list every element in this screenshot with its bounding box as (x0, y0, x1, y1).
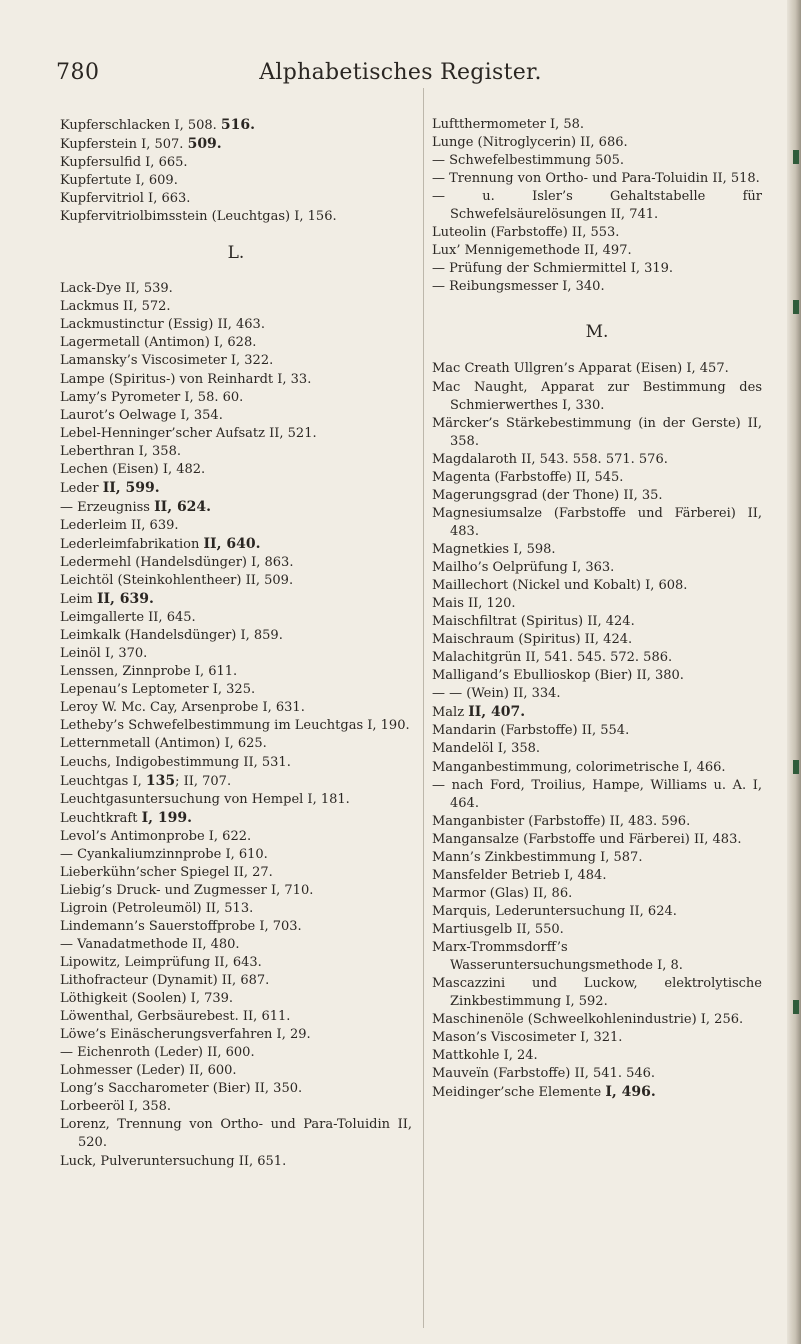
index-entry (432, 740, 762, 758)
index-entry (60, 828, 412, 846)
entry-text: Martiusgelb II, 550. (432, 921, 564, 937)
entry-bold-ref: II, 624. (154, 498, 212, 515)
entry-text: Leuchs, Indigobestimmung II, 531. (60, 754, 291, 770)
index-entry (60, 590, 412, 609)
index-entry (60, 846, 412, 864)
entry-text: Leder (60, 480, 103, 496)
entry-text: Mann’s Zinkbestimmung I, 587. (432, 849, 643, 865)
entry-text: Lack-Dye II, 539. (60, 281, 173, 297)
entry-text: Leberthran I, 358. (60, 443, 181, 459)
entry-text: Lebel-Henninger’scher Aufsatz II, 521. (60, 425, 317, 441)
index-entry (432, 921, 762, 939)
entry-text: Malachitgrün II, 541. 545. 572. 586. (432, 650, 673, 666)
index-entry (60, 190, 412, 208)
index-entry (60, 645, 412, 663)
entry-text: Lackmustinctur (Essig) II, 463. (60, 317, 265, 333)
entry-text: — Reibungsmesser I, 340. (432, 279, 605, 295)
index-entry (60, 371, 412, 389)
index-entry (432, 1083, 762, 1102)
left-top-entries (60, 116, 412, 226)
section-letter-l: L. (227, 243, 245, 264)
index-entry (60, 443, 412, 461)
index-entry (432, 813, 762, 831)
index-entry (60, 699, 412, 717)
entry-text: Magdalaroth II, 543. 558. 571. 576. (432, 451, 668, 467)
index-entry (60, 425, 412, 443)
index-entry (60, 900, 412, 918)
entry-text: Lieberkühn’scher Spiegel II, 27. (60, 864, 273, 880)
entry-bold-ref: 509. (187, 136, 222, 153)
entry-text: — Erzeugniss (60, 499, 155, 515)
index-entry (432, 188, 762, 224)
entry-text: Lohmesser (Leder) II, 600. (60, 1063, 237, 1079)
index-entry (432, 667, 762, 685)
entry-text: Maischfiltrat (Spiritus) II, 424. (432, 614, 635, 630)
entry-text: Magnesiumsalze (Farbstoffe und Färberei) II, 483. (432, 505, 762, 539)
entry-text: Magenta (Farbstoffe) II, 545. (432, 469, 624, 485)
entry-text: Leimkalk (Handelsdünger) I, 859. (60, 628, 283, 644)
entry-text: Lepenau’s Leptometer I, 325. (60, 682, 256, 698)
entry-text: Kupfervitriolbimsstein (Leuchtgas) I, 156. (60, 209, 337, 225)
entry-text: Manganbister (Farbstoffe) II, 483. 596. (432, 813, 691, 829)
entry-text: — Prüfung der Schmiermittel I, 319. (432, 261, 674, 277)
index-entry (60, 864, 412, 882)
entry-text: Kupfertute I, 609. (60, 173, 178, 189)
index-entry (432, 379, 762, 415)
index-entry (432, 903, 762, 921)
index-entry (60, 754, 412, 772)
index-entry (432, 469, 762, 487)
index-entry (432, 1011, 762, 1029)
index-entry (60, 936, 412, 954)
left-entries (60, 280, 412, 1170)
index-entry (432, 170, 762, 188)
index-entry (60, 1062, 412, 1080)
entry-text: Leuchtgasuntersuchung von Hempel I, 181. (60, 791, 350, 807)
section-letter-m: M. (585, 322, 609, 343)
entry-text: Mandelöl I, 358. (432, 741, 541, 757)
index-entry (432, 541, 762, 559)
index-entry (432, 595, 762, 613)
index-entry (60, 1026, 412, 1044)
index-entry (60, 717, 412, 735)
entry-text: Mattkohle I, 24. (432, 1048, 538, 1064)
index-entry (432, 1047, 762, 1065)
edge-mark (793, 1000, 799, 1014)
entry-bold-ref: 516. (220, 117, 256, 133)
entry-text: — — (Wein) II, 334. (432, 686, 561, 702)
entry-text: Lackmus II, 572. (60, 299, 171, 315)
index-entry (60, 298, 412, 316)
index-entry (60, 172, 412, 190)
index-entry (60, 116, 412, 135)
index-entry (60, 517, 412, 535)
entry-bold-ref: II, 599. (102, 479, 160, 496)
running-title: Alphabetisches Register. (259, 60, 542, 85)
entry-text: Meidinger’sche Elemente (432, 1085, 606, 1101)
entry-text: Leinöl I, 370. (60, 646, 148, 662)
entry-text: Leuchtkraft (60, 810, 142, 826)
entry-text: Mauveïn (Farbstoffe) II, 541. 546. (432, 1066, 656, 1082)
index-entry (60, 791, 412, 809)
index-entry (60, 535, 412, 554)
index-entry (432, 831, 762, 849)
entry-text: Mailho’s Oelprüfung I, 363. (432, 559, 615, 575)
entry-text: Lipowitz, Leimprüfung II, 643. (60, 955, 262, 971)
index-entry (60, 352, 412, 370)
index-entry (60, 407, 412, 425)
index-entry (60, 554, 412, 572)
entry-text: — Vanadatmethode II, 480. (60, 936, 240, 952)
index-entry (60, 572, 412, 590)
entry-text: Luftthermometer I, 58. (432, 117, 585, 132)
page-edge (787, 0, 801, 1344)
index-entry (432, 849, 762, 867)
entry-text: Letheby’s Schwefelbestimmung im Leuchtgas I, 190. (60, 718, 410, 734)
entry-bold-ref: 135 (145, 772, 176, 789)
page-header (0, 48, 801, 88)
index-entry (60, 389, 412, 407)
index-entry (432, 415, 762, 451)
entry-text: Lunge (Nitroglycerin) II, 686. (432, 135, 628, 151)
entry-text: Liebig’s Druck- und Zugmesser I, 710. (60, 882, 314, 898)
entry-text: Leichtöl (Steinkohlentheer) II, 509. (60, 573, 294, 589)
entry-text: Ledermehl (Handelsdünger) I, 863. (60, 554, 294, 570)
entry-text: Lamy’s Pyrometer I, 58. 60. (60, 389, 244, 405)
index-entry (432, 116, 762, 134)
index-entry (432, 1065, 762, 1083)
index-entry (60, 990, 412, 1008)
index-entry (60, 918, 412, 936)
index-entry (60, 1008, 412, 1026)
index-entry (60, 1044, 412, 1062)
entry-text: Letternmetall (Antimon) I, 625. (60, 736, 267, 752)
entry-text: Löwenthal, Gerbsäurebest. II, 611. (60, 1009, 291, 1025)
entry-text: Kupfersulfid I, 665. (60, 155, 188, 171)
entry-text: Mac Naught, Apparat zur Bestimmung des Schmierwerthes I, 330. (432, 379, 762, 413)
entry-text: Maschinenöle (Schweelkohlenindustrie) I, 256. (432, 1012, 744, 1028)
entry-text: — Trennung von Ortho- und Para-Toluidin II, 518. (432, 171, 760, 187)
entry-text: — Cyankaliumzinnprobe I, 610. (60, 846, 268, 862)
index-entry (432, 505, 762, 541)
index-entry (60, 735, 412, 753)
page-number: 780 (56, 60, 100, 85)
entry-text: Manganbestimmung, colorimetrische I, 466. (432, 759, 726, 775)
right-entries (432, 360, 762, 1102)
edge-mark (793, 760, 799, 774)
entry-bold-ref: II, 640. (203, 535, 261, 552)
index-entry (60, 809, 412, 828)
entry-text: Mais II, 120. (432, 596, 516, 612)
left-column (60, 116, 412, 1171)
index-entry (432, 278, 762, 296)
index-entry (60, 772, 412, 791)
entry-text: Lederleim II, 639. (60, 517, 179, 533)
entry-text: Mandarin (Farbstoffe) II, 554. (432, 723, 630, 739)
index-entry (432, 224, 762, 242)
index-entry (432, 613, 762, 631)
index-entry (60, 154, 412, 172)
entry-text: Maischraum (Spiritus) II, 424. (432, 632, 633, 648)
index-entry (60, 461, 412, 479)
index-entry (432, 152, 762, 170)
edge-mark (793, 300, 799, 314)
index-entry (432, 685, 762, 703)
entry-text: Mangansalze (Farbstoffe und Färberei) II, 483. (432, 831, 742, 847)
entry-text: Lorbeeröl I, 358. (60, 1099, 172, 1115)
entry-text: Marx-Trommsdorff’s Wasseruntersuchungsmethode I, 8. (432, 939, 683, 974)
entry-text: Laurot’s Oelwage I, 354. (60, 407, 223, 423)
entry-text: Lux’ Mennigemethode II, 497. (432, 243, 632, 259)
entry-text: Mansfelder Betrieb I, 484. (432, 867, 607, 883)
right-column (432, 116, 762, 1102)
entry-text: Lagermetall (Antimon) I, 628. (60, 335, 257, 351)
entry-text: Mascazzini und Luckow, elektrolytische Zinkbestimmung I, 592. (432, 976, 762, 1010)
index-entry (60, 334, 412, 352)
index-entry (60, 1098, 412, 1116)
index-entry (60, 1153, 412, 1171)
right-top-entries (432, 116, 762, 296)
entry-text: Lampe (Spiritus-) von Reinhardt I, 33. (60, 371, 312, 387)
entry-text: Marmor (Glas) II, 86. (432, 885, 573, 901)
index-entry (60, 316, 412, 334)
entry-text: Löthigkeit (Soolen) I, 739. (60, 991, 234, 1007)
index-entry (60, 627, 412, 645)
index-entry (432, 360, 762, 378)
index-entry (432, 242, 762, 260)
index-entry (432, 134, 762, 152)
index-entry (60, 609, 412, 627)
entry-text: Lederleimfabrikation (60, 536, 204, 552)
index-entry (60, 954, 412, 972)
index-entry (60, 208, 412, 226)
entry-text: Kupferstein I, 507. (60, 137, 188, 153)
entry-bold-ref: I, 496. (605, 1084, 656, 1101)
entry-text: Leim (60, 592, 97, 608)
entry-bold-ref: II, 407. (468, 704, 526, 721)
index-entry (60, 135, 412, 154)
entry-text: Lindemann’s Sauerstoffprobe I, 703. (60, 918, 302, 934)
index-entry (60, 280, 412, 298)
entry-text: Maillechort (Nickel und Kobalt) I, 608. (432, 578, 688, 594)
edge-mark (793, 150, 799, 164)
entry-bold-ref: II, 639. (96, 591, 154, 608)
entry-text: Leuchtgas I, (60, 773, 146, 789)
index-entry (432, 939, 762, 975)
entry-text: Lamansky’s Viscosimeter I, 322. (60, 353, 274, 369)
index-entry (432, 1029, 762, 1047)
entry-text: — u. Isler’s Gehaltstabelle für Schwefelsäurelösungen II, 741. (432, 189, 762, 223)
index-entry (432, 975, 762, 1011)
entry-text: Ligroin (Petroleumöl) II, 513. (60, 900, 254, 916)
index-entry (432, 631, 762, 649)
index-entry (60, 498, 412, 517)
entry-text: Lenssen, Zinnprobe I, 611. (60, 664, 238, 680)
entry-text: Leroy W. Mc. Cay, Arsenprobe I, 631. (60, 700, 305, 716)
entry-text: — nach Ford, Troilius, Hampe, Williams u. A. I, 464. (432, 777, 762, 811)
entry-text: Märcker’s Stärkebestimmung (in der Gerste) II, 358. (432, 415, 762, 449)
entry-text-after: ; II, 707. (175, 773, 232, 789)
entry-text: Lorenz, Trennung von Ortho- und Para-Toluidin II, 520. (60, 1117, 412, 1151)
entry-text: Magnetkies I, 598. (432, 541, 556, 557)
entry-text: Lechen (Eisen) I, 482. (60, 461, 206, 477)
index-entry (432, 885, 762, 903)
index-entry (432, 260, 762, 278)
entry-text: Löwe’s Einäscherungsverfahren I, 29. (60, 1027, 311, 1043)
entry-text: — Schwefelbestimmung 505. (432, 153, 625, 169)
entry-text: Kupfervitriol I, 663. (60, 191, 191, 207)
entry-text: Long’s Saccharometer (Bier) II, 350. (60, 1081, 303, 1097)
index-entry (60, 1080, 412, 1098)
entry-text: Malz (432, 705, 469, 721)
entry-text: Marquis, Lederuntersuchung II, 624. (432, 903, 677, 919)
column-divider (423, 88, 424, 1328)
index-entry (432, 487, 762, 505)
index-entry (432, 867, 762, 885)
index-entry (432, 703, 762, 722)
index-entry (432, 451, 762, 469)
entry-text: Luteolin (Farbstoffe) II, 553. (432, 225, 620, 241)
index-entry (432, 777, 762, 813)
index-entry (60, 1116, 412, 1152)
index-entry (60, 882, 412, 900)
entry-text: Mason’s Viscosimeter I, 321. (432, 1030, 623, 1046)
index-entry (60, 972, 412, 990)
entry-text: Malligand’s Ebullioskop (Bier) II, 380. (432, 668, 684, 684)
index-entry (432, 649, 762, 667)
index-entry (60, 681, 412, 699)
entry-bold-ref: I, 199. (141, 809, 192, 826)
index-entry (432, 577, 762, 595)
index-entry (432, 759, 762, 777)
index-entry (60, 663, 412, 681)
entry-text: Mac Creath Ullgren’s Apparat (Eisen) I, 457. (432, 361, 729, 377)
index-entry (432, 722, 762, 740)
entry-text: Levol’s Antimonprobe I, 622. (60, 828, 252, 844)
entry-text: Luck, Pulveruntersuchung II, 651. (60, 1153, 287, 1169)
entry-text: Magerungsgrad (der Thone) II, 35. (432, 487, 663, 503)
entry-text: Lithofracteur (Dynamit) II, 687. (60, 973, 270, 989)
entry-text: Leimgallerte II, 645. (60, 610, 196, 626)
entry-text: Kupferschlacken I, 508. (60, 118, 221, 133)
index-entry (60, 479, 412, 498)
entry-text: — Eichenroth (Leder) II, 600. (60, 1045, 255, 1061)
index-entry (432, 559, 762, 577)
